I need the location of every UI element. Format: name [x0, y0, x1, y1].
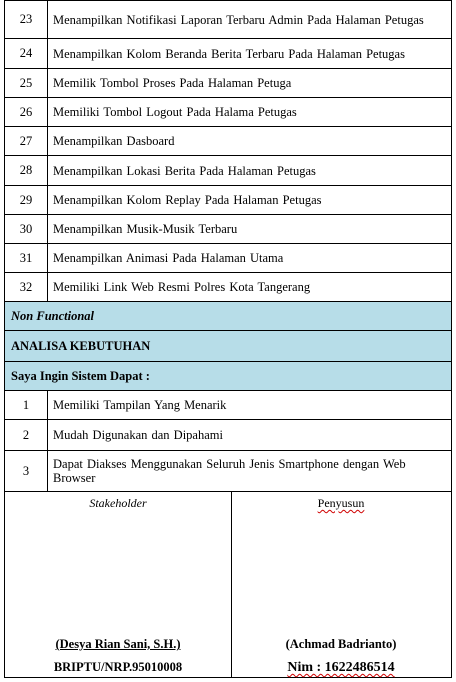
row-text: Menampilkan Animasi Pada Halaman Utama	[53, 251, 284, 265]
row-number: 26	[5, 98, 48, 126]
row-text: Mudah Digunakan dan Dipahami	[53, 428, 223, 442]
table-row	[5, 451, 451, 492]
section-header-wish	[5, 362, 451, 391]
row-number: 3	[5, 451, 48, 491]
section-title: ANALISA KEBUTUHAN	[11, 338, 151, 353]
row-text: Menampilkan Kolom Beranda Berita Terbaru Pada Halaman Petugas	[53, 46, 405, 61]
row-text: Memilik Tombol Proses Pada Halaman Petuga	[53, 76, 292, 90]
signature-author	[231, 492, 451, 678]
row-number: 28	[5, 156, 48, 185]
requirements-table	[4, 0, 452, 678]
table-row	[5, 420, 451, 451]
signature-stakeholder	[5, 492, 232, 678]
table-row	[5, 186, 451, 215]
row-text: Menampilkan Kolom Replay Pada Halaman Petugas	[53, 193, 322, 207]
row-number: 25	[5, 69, 48, 97]
row-number: 24	[5, 39, 48, 68]
signature-id: Nim : 1622486514	[287, 660, 395, 675]
row-number: 31	[5, 244, 48, 272]
section-title: Saya Ingin Sistem Dapat :	[11, 368, 150, 383]
signature-role: Penyusun	[317, 496, 365, 510]
row-text: Memiliki Tombol Logout Pada Halama Petugas	[53, 105, 297, 119]
section-header-analysis	[5, 331, 451, 362]
row-number: 1	[5, 391, 48, 419]
signature-block	[5, 492, 451, 678]
row-number: 23	[5, 1, 48, 38]
row-text: Menampilkan Dasboard	[53, 134, 175, 148]
table-row	[5, 273, 451, 302]
signature-name: (Desya Rian Sani, S.H.)	[55, 637, 181, 651]
row-text: Menampilkan Lokasi Berita Pada Halaman Petugas	[53, 163, 316, 178]
signature-role: Stakeholder	[89, 496, 147, 510]
table-row	[5, 1, 451, 39]
row-text: Menampilkan Musik-Musik Terbaru	[53, 222, 238, 236]
table-row	[5, 391, 451, 420]
row-text: Menampilkan Notifikasi Laporan Terbaru Admin Pada Halaman Petugas	[53, 12, 424, 27]
table-row	[5, 98, 451, 127]
table-row	[5, 244, 451, 273]
table-row	[5, 215, 451, 244]
row-text: Dapat Diakses Menggunakan Seluruh Jenis Smartphone dengan Web Browser	[53, 457, 406, 485]
row-number: 32	[5, 273, 48, 301]
row-number: 29	[5, 186, 48, 214]
row-text: Memiliki Tampilan Yang Menarik	[53, 398, 227, 412]
row-number: 27	[5, 127, 48, 155]
section-title: Non Functional	[11, 308, 95, 323]
section-header-non-functional	[5, 302, 451, 331]
table-row	[5, 127, 451, 156]
row-text: Memiliki Link Web Resmi Polres Kota Tangerang	[53, 280, 311, 294]
row-number: 30	[5, 215, 48, 243]
table-row	[5, 39, 451, 69]
signature-id: BRIPTU/NRP.95010008	[53, 660, 183, 674]
signature-name: (Achmad Badrianto)	[285, 637, 397, 651]
row-number: 2	[5, 420, 48, 450]
table-row	[5, 69, 451, 98]
table-row	[5, 156, 451, 186]
